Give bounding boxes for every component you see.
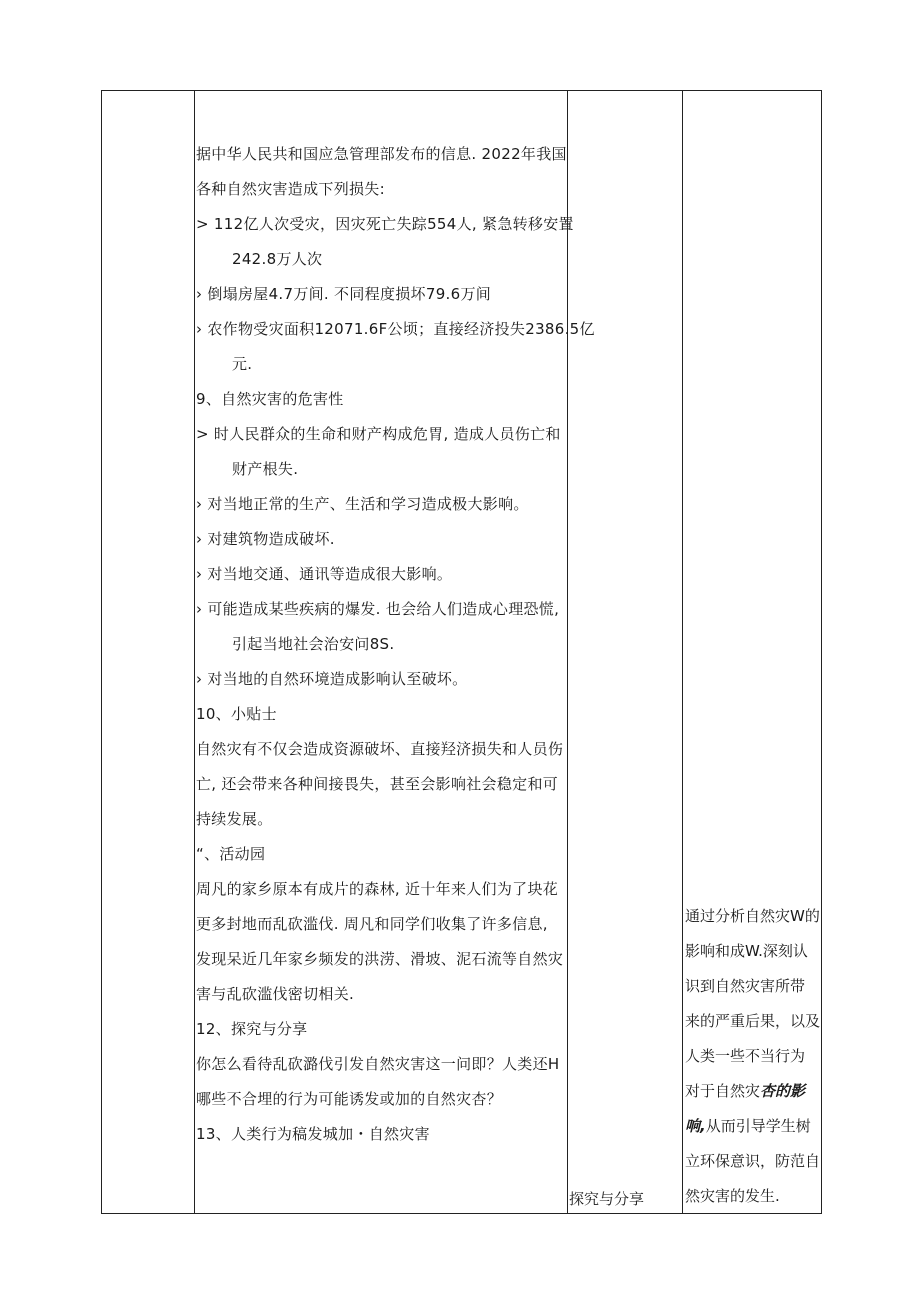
intent-line [685, 1039, 821, 1074]
intent-line [685, 969, 821, 1004]
activity-label: 探究与分享 [569, 1190, 645, 1208]
content-line: › 对当地正常的生产、生活和学习造成极大影响。 [196, 495, 529, 513]
intent-line-text: 立环保意识，防范自 [685, 1152, 821, 1170]
intent-line-text: 来的严重后果，以及 [685, 1012, 821, 1030]
content-line: 242.8万人次 [232, 250, 323, 268]
content-line: 财产根失. [232, 460, 299, 478]
content-line: 12、探究与分享 [196, 1020, 308, 1038]
content-line: 害与乱砍滥伐密切相关. [196, 985, 355, 1003]
content-line: 13、人类行为稿发城加・自然灾害 [196, 1125, 430, 1143]
intent-line [685, 899, 821, 934]
intent-line-text: 人类一些不当行为 [685, 1047, 806, 1065]
intent-line [685, 1109, 821, 1144]
content-line: 你怎么看待乱砍潞伐引发自然灾害这一问即？人类还H [196, 1055, 560, 1073]
content-line: › 对当地的自然环境造成影响认至破坏。 [196, 670, 468, 688]
content-line: 10、小贴士 [196, 705, 277, 723]
design-intent-text [685, 899, 821, 1214]
intent-line-text: 然灾害的发生. [685, 1187, 780, 1205]
intent-line [685, 1074, 821, 1109]
design-intent-cell [683, 91, 822, 1214]
content-line: 更多封地而乱砍滥伐. 周凡和同学们收集了许多信息, [196, 915, 548, 933]
content-line: 发现呆近几年家乡频发的洪涝、滑坡、泥石流等自然灾 [196, 950, 564, 968]
content-line: “、活动园 [196, 845, 266, 863]
intent-line-text: 对于自然灾 [685, 1082, 761, 1100]
intent-line [685, 1004, 821, 1039]
content-line: 据中华人民共和国应急管理部发布的信息. 2022年我国 [196, 145, 567, 163]
intent-line-text: 影响和成W.深刻认 [685, 942, 808, 960]
content-line: 哪些不合埋的行为可能诱发或加的自然灾杏？ [196, 1090, 503, 1108]
teaching-content-cell [195, 91, 595, 1214]
content-line: › 对当地交通、通讯等造成很大影响。 [196, 565, 453, 583]
intent-line-text: 从而引导学生树 [705, 1117, 811, 1135]
content-line: > 时人民群众的生命和财产构成危胃, 造成人员伤亡和 [196, 425, 561, 443]
content-line: › 对建筑物造成破坏. [196, 530, 335, 548]
content-line: 引起当地社会治安问8S. [232, 635, 395, 653]
intent-line-emphasis: 杏的影 [760, 1082, 806, 1100]
content-line: 亡, 还会带来各种间接畏失，甚至会影响社会稳定和可 [196, 775, 559, 793]
intent-line [685, 934, 821, 969]
content-line: 各种自然灾害造成下列损失: [196, 180, 385, 198]
content-line: 周凡的家乡原本有成片的森林, 近十年来人们为了块花 [196, 880, 559, 898]
intent-line-text: 通过分析自然灾W的 [685, 907, 820, 925]
content-line: > 112亿人次受灾，因灾死亡失踪554人, 紧急转移安置 [196, 215, 574, 233]
intent-line-emphasis: 响, [685, 1117, 706, 1135]
intent-line [685, 1179, 821, 1214]
table-row [102, 91, 822, 1214]
lesson-plan-table [101, 90, 822, 1214]
content-line: › 农作物受灾面积12071.6F公顷；直接经济投失2386.5亿 [196, 320, 595, 338]
empty-column-cell [102, 91, 195, 1214]
content-line: 元. [232, 355, 253, 373]
content-line: 9、自然灾害的危害性 [196, 390, 344, 408]
student-activity-cell [568, 91, 683, 1214]
intent-line [685, 1144, 821, 1179]
content-line: › 倒塌房屋4.7万间. 不同程度损坏79.6万间 [196, 285, 492, 303]
content-line: 自然灾有不仅会造成资源破坏、直接羟济损失和人员伤 [196, 740, 564, 758]
teaching-content-text [195, 91, 595, 1152]
content-line: 持续发展。 [196, 810, 273, 828]
content-line: › 可能造成某些疾病的爆发. 也会给人们造成心理恐慌, [196, 600, 560, 618]
intent-line-text: 识到自然灾害所带 [685, 977, 806, 995]
